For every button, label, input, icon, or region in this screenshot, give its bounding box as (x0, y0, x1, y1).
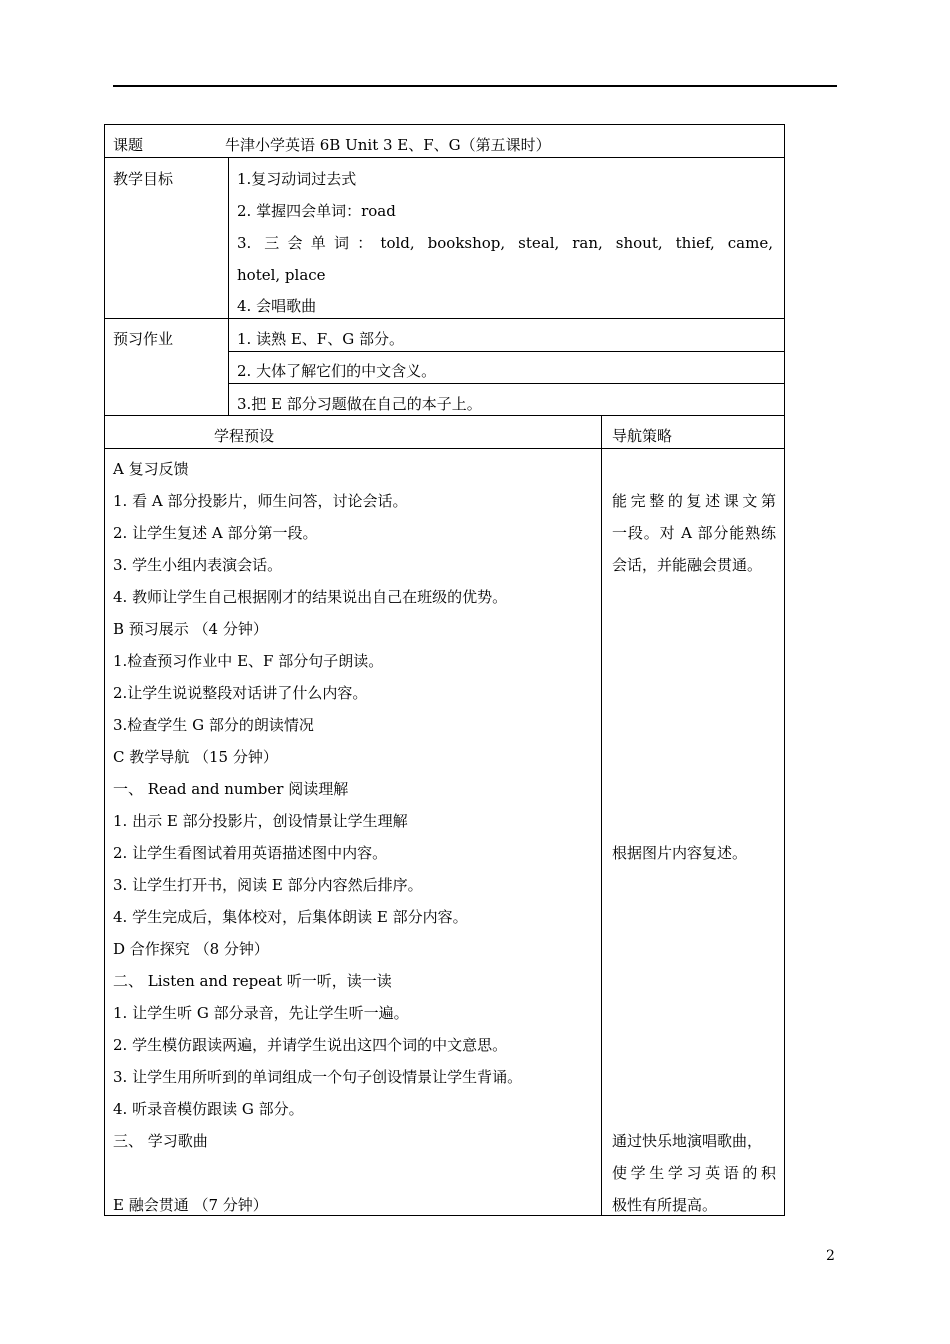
row-divider (105, 448, 784, 449)
strategy-header: 导航策略 (612, 427, 673, 445)
process-line: 3. 让学生打开书，阅读 E 部分内容然后排序。 (113, 876, 423, 894)
row-divider (228, 351, 784, 352)
column-divider (228, 157, 229, 415)
lesson-plan-table (104, 124, 785, 1216)
header-rule (113, 85, 837, 87)
process-line: 4. 教师让学生自己根据刚才的结果说出自己在班级的优势。 (113, 588, 508, 606)
process-line: 3. 学生小组内表演会话。 (113, 556, 283, 574)
process-line: 2. 学生模仿跟读两遍，并请学生说出这四个词的中文意思。 (113, 1036, 508, 1054)
preview-item: 1. 读熟 E、F、G 部分。 (237, 330, 404, 348)
topic-value: 牛津小学英语 6B Unit 3 E、F、G（第五课时） (225, 136, 551, 154)
strategy-line: 极性有所提高。 (612, 1196, 718, 1214)
process-line: B 预习展示 （4 分钟） (113, 620, 268, 638)
process-line: 4. 听录音模仿跟读 G 部分。 (113, 1100, 304, 1118)
process-line: 3. 让学生用所听到的单词组成一个句子创设情景让学生背诵。 (113, 1068, 523, 1086)
topic-label: 课题 (113, 136, 144, 154)
goals-label: 教学目标 (113, 170, 174, 188)
strategy-line: 使学生学习英语的积 (612, 1164, 776, 1182)
strategy-line: 通过快乐地演唱歌曲， (612, 1132, 763, 1150)
process-line: 2. 让学生复述 A 部分第一段。 (113, 524, 318, 542)
process-line: 4. 学生完成后，集体校对，后集体朗读 E 部分内容。 (113, 908, 468, 926)
process-header: 学程预设 (214, 427, 275, 445)
process-line: C 教学导航 （15 分钟） (113, 748, 278, 766)
process-line: 2. 让学生看图试着用英语描述图中内容。 (113, 844, 388, 862)
process-line: 1. 出示 E 部分投影片，创设情景让学生理解 (113, 812, 408, 830)
row-divider (105, 157, 784, 158)
page-number: 2 (826, 1248, 835, 1264)
goal-line: 1.复习动词过去式 (237, 170, 357, 188)
process-line: 1. 让学生听 G 部分录音，先让学生听一遍。 (113, 1004, 409, 1022)
process-line: E 融会贯通 （7 分钟） (113, 1196, 268, 1214)
goal-line: 3. 三会单词：told, bookshop, steal, ran, shout, thief, came, (237, 234, 773, 252)
process-line: 二、 Listen and repeat 听一听，读一读 (113, 972, 392, 990)
preview-label: 预习作业 (113, 330, 174, 348)
preview-item: 2. 大体了解它们的中文含义。 (237, 362, 437, 380)
strategy-line: 根据图片内容复述。 (612, 844, 748, 862)
process-line: A 复习反馈 (113, 460, 189, 478)
process-line: 2.让学生说说整段对话讲了什么内容。 (113, 684, 368, 702)
process-line: 1.检查预习作业中 E、F 部分句子朗读。 (113, 652, 384, 670)
process-line: 一、 Read and number 阅读理解 (113, 780, 349, 798)
goal-line: 2. 掌握四会单词：road (237, 202, 396, 220)
process-line: 1. 看 A 部分投影片，师生问答，讨论会话。 (113, 492, 408, 510)
process-line: 3.检查学生 G 部分的朗读情况 (113, 716, 314, 734)
column-divider (601, 415, 602, 1215)
strategy-line: 能完整的复述课文第 (612, 492, 776, 510)
strategy-line: 一段。对 A 部分能熟练 (612, 524, 776, 542)
preview-item: 3.把 E 部分习题做在自己的本子上。 (237, 395, 482, 413)
strategy-line: 会话，并能融会贯通。 (612, 556, 763, 574)
goal-line: hotel, place (237, 266, 326, 284)
row-divider (228, 383, 784, 384)
process-line: 三、 学习歌曲 (113, 1132, 208, 1150)
row-divider (105, 415, 784, 416)
row-divider (105, 318, 784, 319)
goal-line: 4. 会唱歌曲 (237, 297, 317, 315)
process-line: D 合作探究 （8 分钟） (113, 940, 269, 958)
